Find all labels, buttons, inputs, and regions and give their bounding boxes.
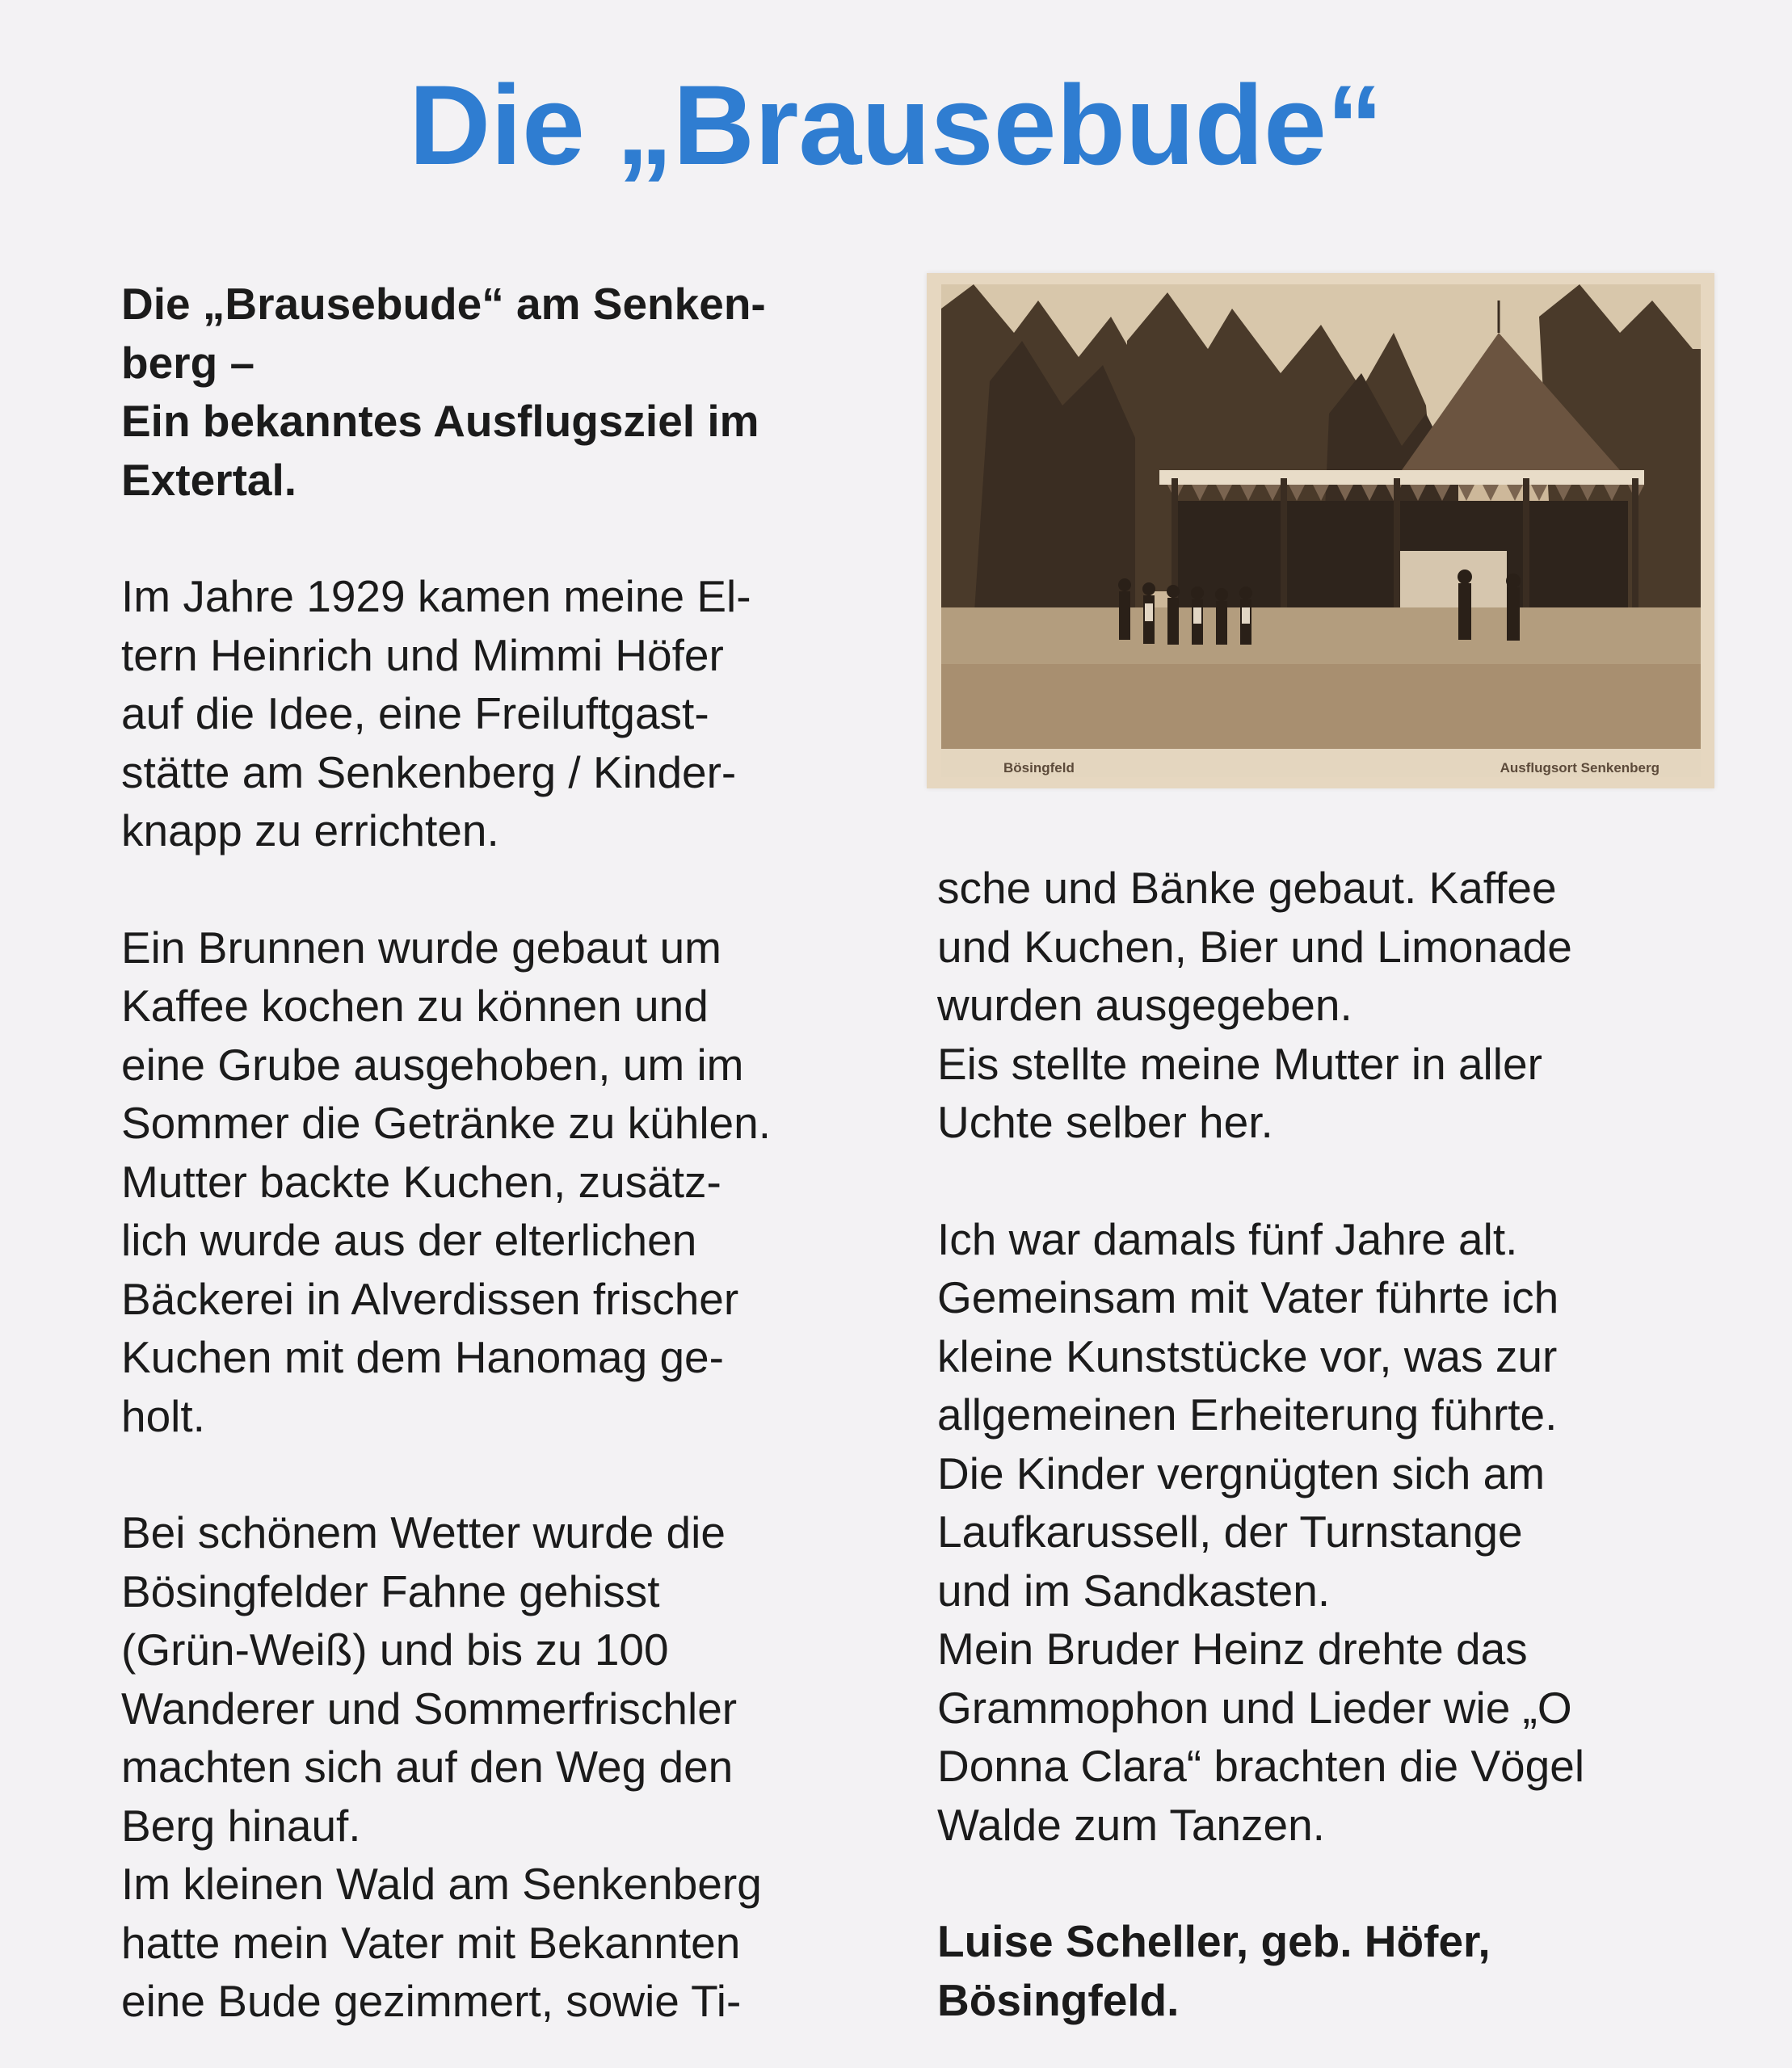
text-line: wurden ausgegeben. [937,980,1352,1030]
text-line: Mutter backte Kuchen, zusätz- [121,1156,721,1207]
text-line: holt. [121,1390,205,1441]
text-line: knapp zu errichten. [121,805,499,855]
paragraph-gap [121,1445,881,1503]
text-line: eine Grube ausgehoben, um im [121,1039,744,1090]
text-line: (Grün-Weiß) und bis zu 100 [121,1625,669,1675]
text-line: Ein Brunnen wurde gebaut um [121,922,721,973]
paragraph-gap [937,1152,1697,1210]
historic-photo-postcard [927,273,1714,788]
text-line: Sommer die Getränke zu kühlen. [121,1098,771,1148]
right-column [937,859,1697,2029]
text-line: allgemeinen Erheiterung führte. [937,1389,1558,1440]
text-line: Im kleinen Wald am Senkenberg [121,1859,762,1909]
left-column [121,275,881,2031]
text-line: und im Sandkasten. [937,1565,1331,1616]
paragraph-gap [121,860,881,918]
text-line: Laufkarussell, der Turnstange [937,1507,1523,1557]
article-heading-line: berg – [121,337,255,388]
paragraph-gap [937,1854,1697,1912]
text-line: Bösingfelder Fahne gehisst [121,1566,660,1616]
text-line: Ich war damals fünf Jahre alt. [937,1213,1518,1264]
text-line: Eis stellte meine Mutter in aller [937,1038,1542,1089]
text-line: hatte mein Vater mit Bekannten [121,1917,741,1968]
photo-caption-right: Ausflugsort Senkenberg [1500,760,1659,776]
text-line: Die Kinder vergnügten sich am [937,1448,1546,1498]
text-line: tern Heinrich und Mimmi Höfer [121,629,724,680]
signature-line: Bösingfeld. [937,1974,1180,2025]
text-line: sche und Bänke gebaut. Kaffee [937,863,1557,913]
text-line: auf die Idee, eine Freiluftgast- [121,688,709,738]
text-line: Grammophon und Lieder wie „O [937,1682,1572,1733]
text-line: Donna Clara“ brachten die Vögel [937,1741,1585,1791]
text-line: Bäckerei in Alverdissen frischer [121,1273,739,1324]
text-line: eine Bude gezimmert, sowie Ti- [121,1976,742,2026]
photo-caption-left: Bösingfeld [1003,760,1075,776]
paragraph-gap [121,509,881,567]
article-heading-line: Ein bekanntes Ausflugsziel im [121,396,759,446]
text-line: machten sich auf den Weg den [121,1742,734,1792]
text-line: Berg hinauf. [121,1800,361,1851]
text-line: Gemeinsam mit Vater führte ich [937,1272,1559,1322]
text-line: Mein Bruder Heinz drehte das [937,1624,1528,1674]
text-line: Kaffee kochen zu können und [121,981,709,1031]
text-line: kleine Kunststücke vor, was zur [937,1330,1558,1381]
text-line: und Kuchen, Bier und Limonade [937,921,1572,972]
article-heading-line: Extertal. [121,454,297,505]
photo-illustration [941,284,1701,777]
page-title: Die „Brausebude“ [409,61,1383,188]
text-line: lich wurde aus der elterlichen [121,1215,697,1265]
text-line: Im Jahre 1929 kamen meine El- [121,571,751,621]
text-line: Walde zum Tanzen. [937,1799,1325,1850]
article-heading-line: Die „Brausebude“ am Senken- [121,279,766,329]
text-line: Bei schönem Wetter wurde die [121,1507,726,1557]
signature-line: Luise Scheller, geb. Höfer, [937,1916,1491,1966]
text-line: stätte am Senkenberg / Kinder- [121,746,737,797]
text-line: Wanderer und Sommerfrischler [121,1683,738,1734]
text-line: Uchte selber her. [937,1097,1273,1147]
text-line: Kuchen mit dem Hanomag ge- [121,1332,724,1382]
